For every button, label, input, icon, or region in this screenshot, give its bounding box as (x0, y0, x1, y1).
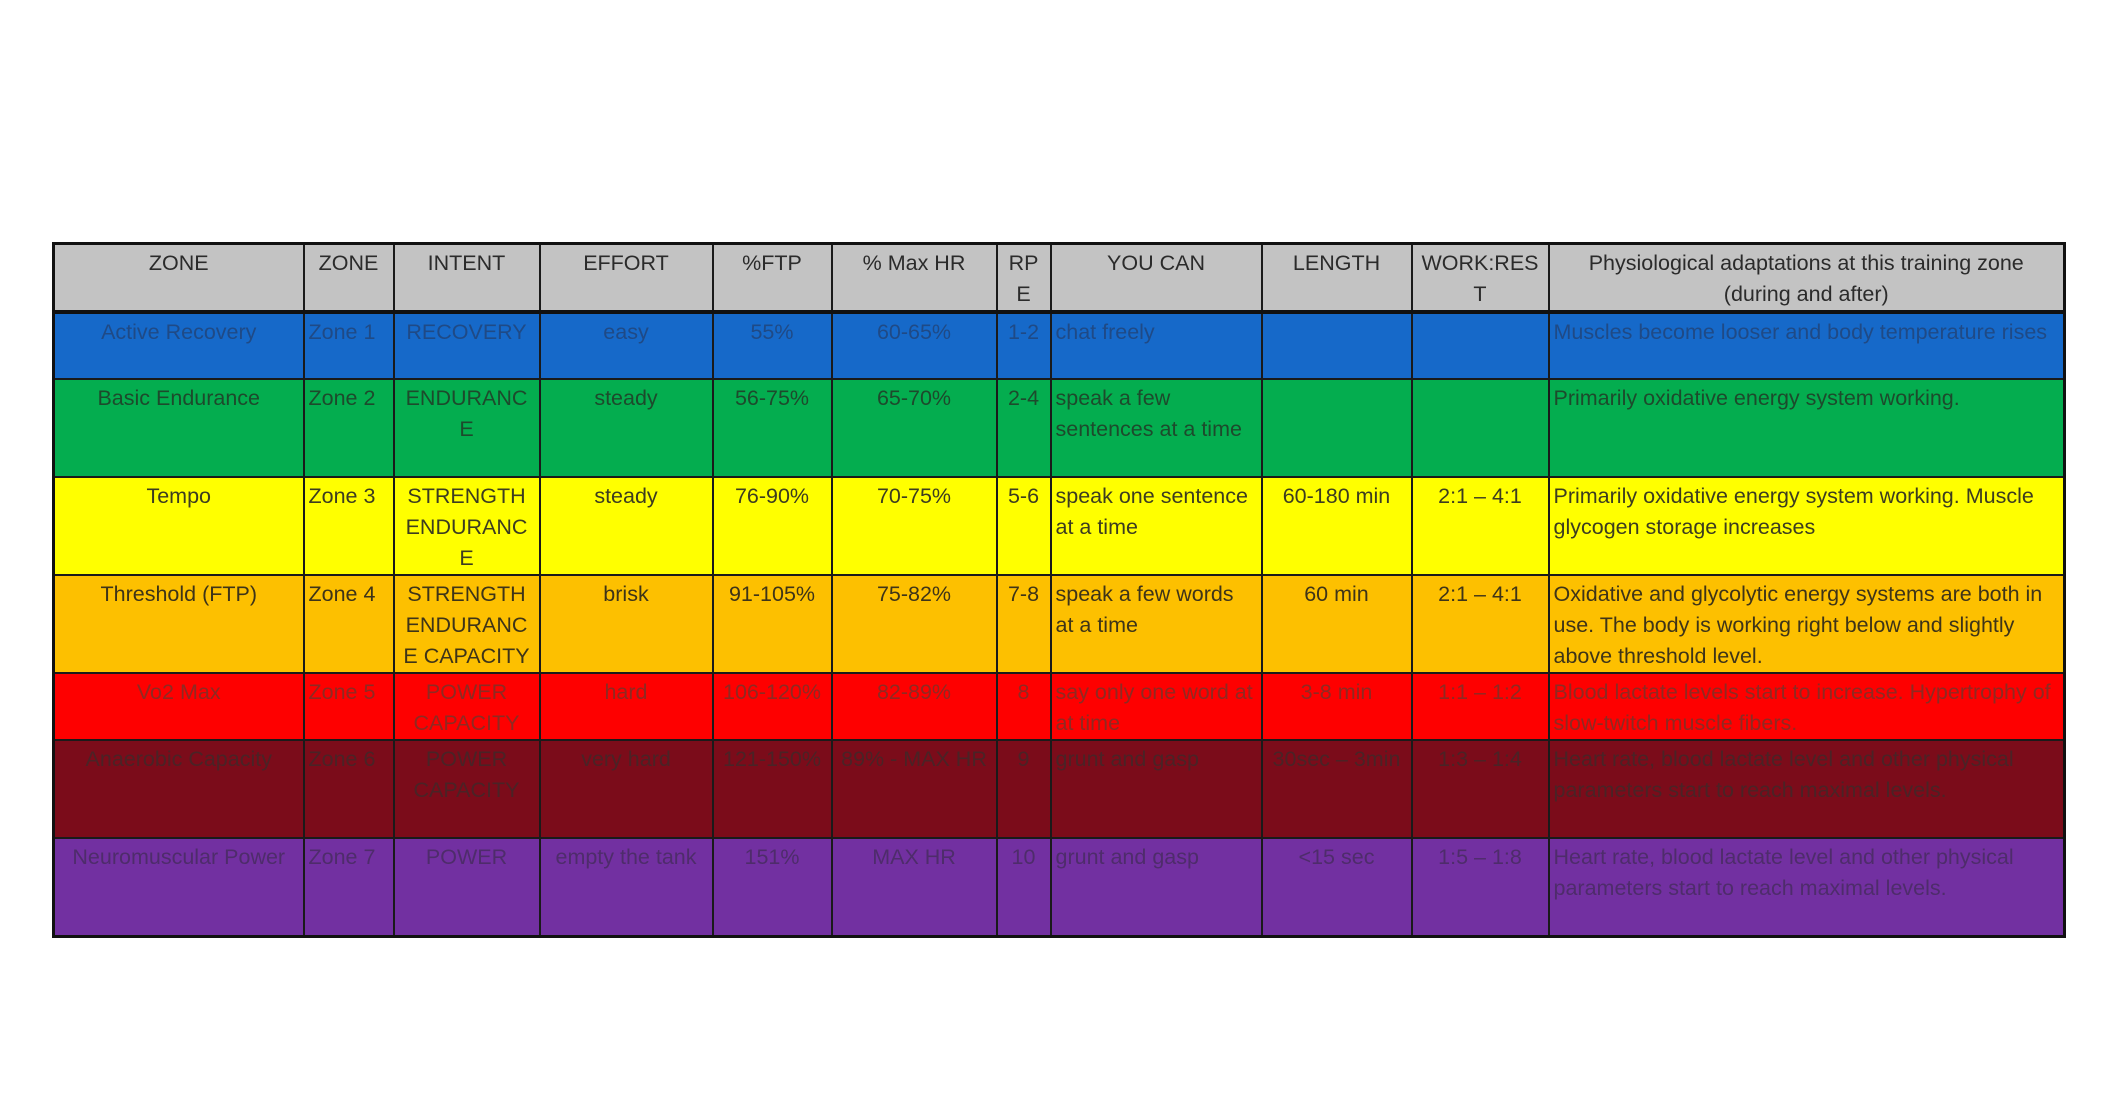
cell-ftp: 151% (713, 838, 832, 937)
header-effort: EFFORT (540, 244, 713, 313)
cell-physiological-adaptations: Primarily oxidative energy system working. Muscle glycogen storage increases (1549, 477, 2065, 575)
cell-zone-name: Tempo (54, 477, 304, 575)
cell-effort: very hard (540, 740, 713, 838)
cell-zone-number: Zone 1 (304, 312, 394, 379)
cell-you-can: chat freely (1051, 312, 1262, 379)
cell-rpe: 1-2 (997, 312, 1051, 379)
cell-length: 60-180 min (1262, 477, 1412, 575)
header-ftp: %FTP (713, 244, 832, 313)
cell-effort: steady (540, 379, 713, 477)
cell-zone-number: Zone 4 (304, 575, 394, 673)
cell-physiological-adaptations: Blood lactate levels start to increase. Hypertrophy of slow-twitch muscle fibers. (1549, 673, 2065, 740)
cell-zone-number: Zone 7 (304, 838, 394, 937)
cell-max-hr: 65-70% (832, 379, 997, 477)
cell-max-hr: 89% - MAX HR (832, 740, 997, 838)
cell-work-rest: 2:1 – 4:1 (1412, 477, 1549, 575)
cell-max-hr: 70-75% (832, 477, 997, 575)
cell-zone-name: Vo2 Max (54, 673, 304, 740)
cell-intent: STRENGTH ENDURANCE CAPACITY (394, 575, 540, 673)
table-row (54, 477, 2065, 575)
cell-max-hr: 75-82% (832, 575, 997, 673)
cell-intent: ENDURANCE (394, 379, 540, 477)
header-intent: INTENT (394, 244, 540, 313)
cell-work-rest: 2:1 – 4:1 (1412, 575, 1549, 673)
cell-work-rest: 1:5 – 1:8 (1412, 838, 1549, 937)
cell-length (1262, 379, 1412, 477)
cell-work-rest (1412, 312, 1549, 379)
cell-ftp: 121-150% (713, 740, 832, 838)
cell-effort: steady (540, 477, 713, 575)
cell-rpe: 5-6 (997, 477, 1051, 575)
cell-ftp: 76-90% (713, 477, 832, 575)
cell-rpe: 10 (997, 838, 1051, 937)
header-work-rest: WORK:REST (1412, 244, 1549, 313)
cell-rpe: 9 (997, 740, 1051, 838)
cell-you-can: speak one sentence at a time (1051, 477, 1262, 575)
cell-intent: POWER CAPACITY (394, 740, 540, 838)
cell-length: 60 min (1262, 575, 1412, 673)
cell-you-can: say only one word at at time (1051, 673, 1262, 740)
cell-work-rest (1412, 379, 1549, 477)
table-row (54, 673, 2065, 740)
training-zones-table (52, 242, 2066, 938)
cell-intent: POWER CAPACITY (394, 673, 540, 740)
cell-ftp: 55% (713, 312, 832, 379)
cell-physiological-adaptations: Heart rate, blood lactate level and other physical parameters start to reach maximal levels. (1549, 838, 2065, 937)
header-rpe: RPE (997, 244, 1051, 313)
cell-zone-number: Zone 3 (304, 477, 394, 575)
cell-intent: STRENGTH ENDURANCE (394, 477, 540, 575)
cell-max-hr: 82-89% (832, 673, 997, 740)
cell-length: 3-8 min (1262, 673, 1412, 740)
cell-rpe: 7-8 (997, 575, 1051, 673)
cell-effort: hard (540, 673, 713, 740)
cell-rpe: 8 (997, 673, 1051, 740)
cell-physiological-adaptations: Primarily oxidative energy system working. (1549, 379, 2065, 477)
cell-rpe: 2-4 (997, 379, 1051, 477)
cell-max-hr: MAX HR (832, 838, 997, 937)
cell-ftp: 91-105% (713, 575, 832, 673)
cell-you-can: speak a few words at a time (1051, 575, 1262, 673)
table-row (54, 740, 2065, 838)
cell-you-can: grunt and gasp (1051, 740, 1262, 838)
cell-physiological-adaptations: Heart rate, blood lactate level and other physical parameters start to reach maximal levels. (1549, 740, 2065, 838)
cell-intent: POWER (394, 838, 540, 937)
cell-work-rest: 1:1 – 1:2 (1412, 673, 1549, 740)
cell-zone-number: Zone 6 (304, 740, 394, 838)
cell-you-can: speak a few sentences at a time (1051, 379, 1262, 477)
cell-zone-name: Anaerobic Capacity (54, 740, 304, 838)
cell-ftp: 106-120% (713, 673, 832, 740)
header-max-hr: % Max HR (832, 244, 997, 313)
header-length: LENGTH (1262, 244, 1412, 313)
cell-ftp: 56-75% (713, 379, 832, 477)
cell-effort: empty the tank (540, 838, 713, 937)
cell-work-rest: 1:3 – 1:4 (1412, 740, 1549, 838)
table-row (54, 575, 2065, 673)
cell-zone-number: Zone 2 (304, 379, 394, 477)
cell-intent: RECOVERY (394, 312, 540, 379)
cell-length: 30sec – 3min (1262, 740, 1412, 838)
cell-you-can: grunt and gasp (1051, 838, 1262, 937)
cell-max-hr: 60-65% (832, 312, 997, 379)
header-zone-name: ZONE (54, 244, 304, 313)
cell-zone-name: Neuromuscular Power (54, 838, 304, 937)
cell-effort: brisk (540, 575, 713, 673)
cell-length (1262, 312, 1412, 379)
cell-zone-name: Threshold (FTP) (54, 575, 304, 673)
cell-zone-name: Active Recovery (54, 312, 304, 379)
table-header-row (54, 244, 2065, 313)
table-row (54, 838, 2065, 937)
table-row (54, 379, 2065, 477)
cell-effort: easy (540, 312, 713, 379)
cell-zone-name: Basic Endurance (54, 379, 304, 477)
cell-physiological-adaptations: Oxidative and glycolytic energy systems are both in use. The body is working right below and slightly above threshold level. (1549, 575, 2065, 673)
cell-length: <15 sec (1262, 838, 1412, 937)
table-row (54, 312, 2065, 379)
cell-physiological-adaptations: Muscles become looser and body temperature rises (1549, 312, 2065, 379)
header-you-can: YOU CAN (1051, 244, 1262, 313)
cell-zone-number: Zone 5 (304, 673, 394, 740)
header-physiological-adaptations: Physiological adaptations at this training zone (during and after) (1549, 244, 2065, 313)
header-zone-number: ZONE (304, 244, 394, 313)
